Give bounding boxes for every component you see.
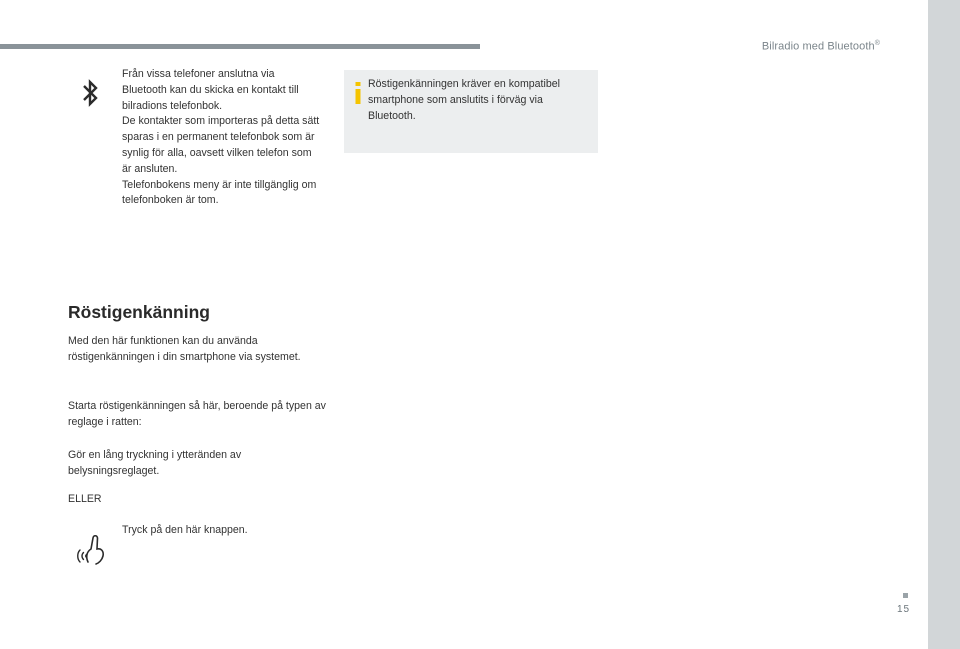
section-heading: Röstigenkänning <box>68 302 210 322</box>
page-edge-strip <box>928 0 960 649</box>
bluetooth-icon <box>80 77 102 109</box>
info-box <box>344 70 598 153</box>
section-paragraph: Med den här funktionen kan du använda röstigenkänningen i din smartphone via systemet. <box>68 335 301 363</box>
bluetooth-note-paragraph: De kontakter som importeras på detta sätt sparas i en permanent telefonbok som är synlig för alla, oavsett vilken telefon som är ansluten. <box>122 115 320 175</box>
info-icon <box>355 82 361 104</box>
voice-command-icon <box>74 532 108 566</box>
header-rule <box>0 44 480 49</box>
chapter-title: Bilradio med Bluetooth® <box>761 40 880 53</box>
info-box-text: Röstigenkänningen kräver en kompatibel smartphone som anslutits i förväg via Bluetooth. <box>368 78 560 122</box>
section-paragraph: Gör en lång tryckning i ytteränden av belysningsreglaget. <box>68 449 242 477</box>
page-number: 15 <box>897 604 911 615</box>
bluetooth-note-paragraph: Telefonbokens meny är inte tillgänglig om telefonboken är tom. <box>122 178 317 207</box>
bluetooth-note-paragraph: Från vissa telefoner anslutna via Bluetooth kan du skicka en kontakt till bilradions telefonbok. <box>122 68 299 112</box>
or-label: ELLER <box>68 493 102 505</box>
section-paragraph: Starta röstigenkänningen så här, beroende på typen av reglage i ratten: <box>68 400 326 428</box>
voice-button-instruction: Tryck på den här knappen. <box>122 524 248 536</box>
bluetooth-note <box>122 67 322 209</box>
page-marker <box>903 593 908 598</box>
